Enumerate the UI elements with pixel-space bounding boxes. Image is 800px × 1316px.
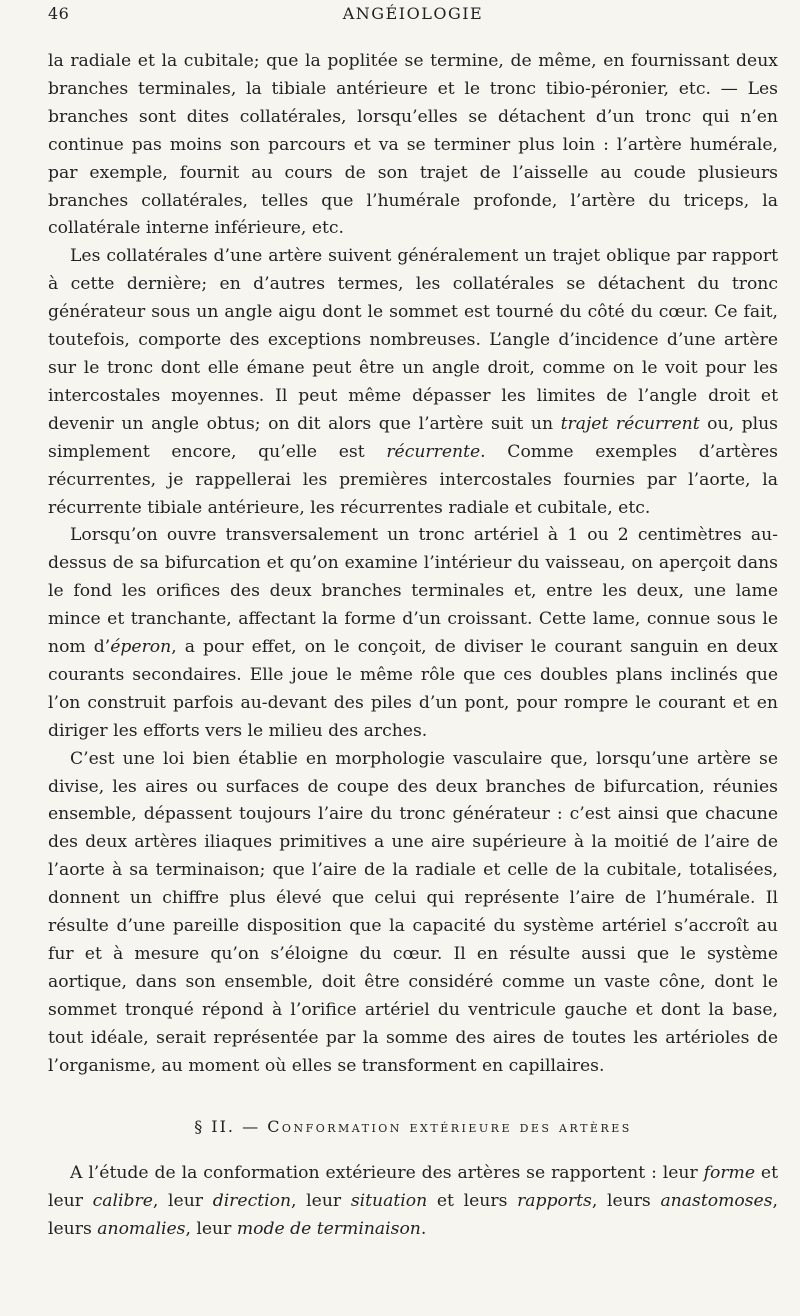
section-number: § II. — xyxy=(194,1116,268,1136)
text-run: Les collatérales d’une artère suivent généralement un trajet oblique par rapport à cette dernière; en d’autres termes, les collatérales se détachent du tronc générateur sous un angle aigu dont le sommet est tourné du côté du cœur. Ce fait, toutefois, comporte des exceptions nombreuses. L’angle d’incidence d’une artère sur le tronc dont elle émane peut être un angle droit, comme on le voit pour les intercostales moyennes. Il peut même dépasser les limites de l’angle droit et devenir un angle obtus; on dit alors que l’artère suit un xyxy=(48,246,778,434)
text-run: , leur xyxy=(152,1191,213,1212)
text-run: , leur xyxy=(185,1219,237,1240)
text-run: A l’étude de la conformation extérieure des artères se rapportent : leur xyxy=(70,1163,704,1184)
text-run: . Comme exemples d’artères récurrentes, je rappellerai les premières intercostales fournies par l’aorte, la récurrente tibiale antérieure, les récurrentes radiale et cubitale, etc. xyxy=(48,441,778,518)
section-title: Conformation extérieure des artères xyxy=(267,1116,632,1136)
text-run: Lorsqu’on ouvre transversalement un tronc artériel à 1 ou 2 centimètres au-dessus de sa bifurcation et qu’on examine l’intérieur du vaisseau, on aperçoit dans le fond les orifices des deux branches terminales et, entre les deux, une lame mince et tranchante, affectant la forme d’un croissant. Cette lame, connue sous le nom d’ xyxy=(48,525,778,658)
text-run: ou, plus simplement encore, qu’elle est xyxy=(48,413,779,462)
text-run: et leur xyxy=(48,1163,778,1212)
italic-term: direction xyxy=(212,1191,292,1212)
text-run: , leurs xyxy=(48,1191,779,1240)
italic-term: anastomoses xyxy=(660,1191,773,1212)
italic-term: calibre xyxy=(92,1191,153,1212)
italic-term: rapports xyxy=(517,1191,592,1212)
text-run: , leurs xyxy=(591,1191,661,1212)
paragraph-3 xyxy=(48,522,778,745)
italic-term: anomalies xyxy=(97,1219,186,1240)
body-text xyxy=(48,48,778,1244)
text-run: et leurs xyxy=(427,1191,518,1212)
italic-term: trajet récurrent xyxy=(560,413,700,434)
paragraph-4: C’est une loi bien établie en morphologie vasculaire que, lorsqu’une artère se divise, les aires ou surfaces de coupe des deux branches de bifurcation, réunies ensemble, dépassent toujours l’aire du tronc générateur : c’est ainsi que chacune des deux artères iliaques primitives a une aire supérieure à la moitié de l’aire de l’aorte à sa terminaison; que l’aire de la radiale et celle de la cubitale, totalisées, donnent un chiffre plus élevé que celui qui représente l’aire de l’humérale. Il résulte d’une pareille disposition que la capacité du système artériel s’accroît au fur et à mesure qu’on s’éloigne du cœur. Il en résulte aussi que le système aortique, dans son ensemble, doit être considéré comme un vaste cône, dont le sommet tronqué répond à l’orifice artériel du ventricule gauche et dont la base, tout idéale, serait représentée par la somme des aires de toutes les artérioles de l’organisme, au moment où elles se transforment en capillaires. xyxy=(48,748,778,1076)
text-run: , leur xyxy=(291,1191,351,1212)
page-number: 46 xyxy=(48,4,70,23)
italic-term: éperon xyxy=(110,637,172,658)
italic-term: forme xyxy=(703,1163,756,1184)
italic-term: récurrente xyxy=(386,441,481,462)
section-heading xyxy=(48,1113,778,1141)
text-run: . xyxy=(420,1219,427,1240)
paragraph-5 xyxy=(48,1160,778,1244)
italic-term: mode de terminaison xyxy=(236,1219,421,1240)
paragraph-1: la radiale et la cubitale; que la poplitée se termine, de même, en fournissant deux branches terminales, la tibiale antérieure et le tronc tibio-péronier, etc. — Les branches sont dites collatérales, lorsqu’elles se détachent d’un tronc qui n’en continue pas moins son parcours et va se terminer plus loin : l’artère humérale, par exemple, fournit au cours de son trajet de l’aisselle au coude plusieurs branches collatérales, telles que l’humérale profonde, l’artère du triceps, la collatérale interne inférieure, etc. xyxy=(48,51,778,239)
running-title: ANGÉIOLOGIE xyxy=(342,4,484,23)
page-header xyxy=(48,0,778,48)
italic-term: situation xyxy=(350,1191,428,1212)
paragraph-2 xyxy=(48,243,778,522)
text-run: , a pour effet, on le conçoit, de diviser le courant sanguin en deux courants secondaires. Elle joue le même rôle que ces doubles plans inclinés que l’on construit parfois au-devant des piles d’un pont, pour rompre le courant et en diriger les efforts vers le milieu des arches. xyxy=(48,637,778,741)
